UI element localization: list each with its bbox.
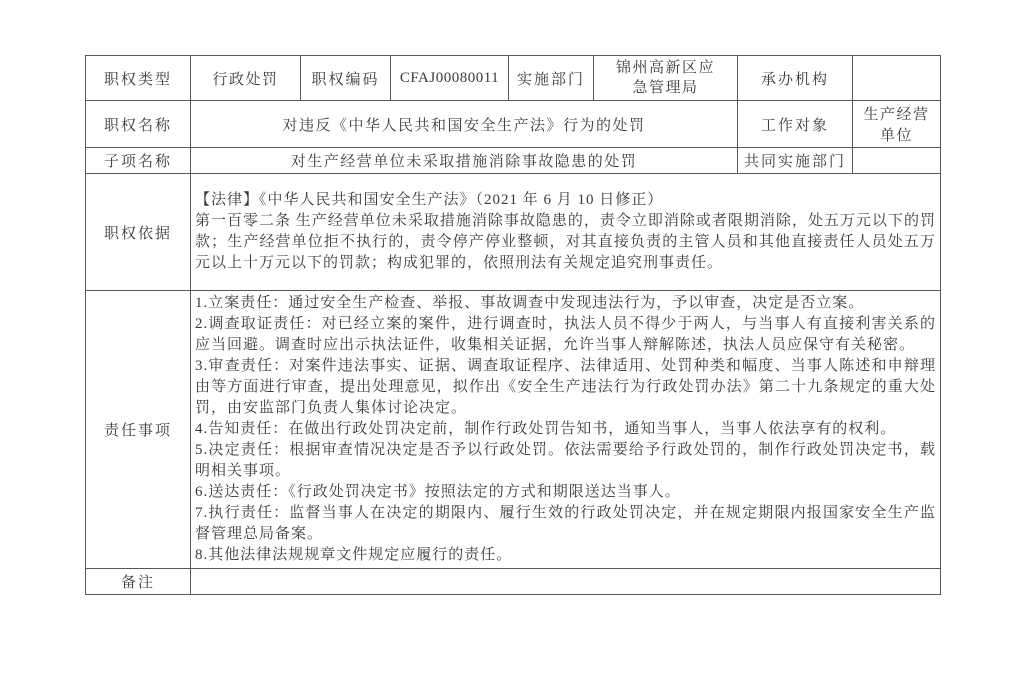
joint-department-value xyxy=(853,148,941,174)
remarks-label: 备注 xyxy=(86,569,191,595)
authority-name-value: 对违反《中华人民共和国安全生产法》行为的处罚 xyxy=(191,101,738,148)
duty-item: 1.立案责任：通过安全生产检查、举报、事故调查中发现违法行为，予以审查，决定是否立案。 xyxy=(195,295,865,311)
authority-duty-table xyxy=(85,55,941,595)
work-object-label: 工作对象 xyxy=(738,101,853,148)
subitem-name-label: 子项名称 xyxy=(86,148,191,174)
remarks-value xyxy=(191,569,941,595)
undertaking-agency-label: 承办机构 xyxy=(738,56,853,101)
duty-item: 3.审查责任：对案件违法事实、证据、调查取证程序、法律适用、处罚种类和幅度、当事人陈述和申辩理由等方面进行审查，提出处理意见，拟作出《安全生产违法行为行政处罚办法》第二十九条规定的重大处罚，由安监部门负责人集体讨论决定。 xyxy=(195,358,936,416)
duty-item: 2.调查取证责任：对已经立案的案件，进行调查时，执法人员不得少于两人，与当事人有直接利害关系的应当回避。调查时应出示执法证件，收集相关证据，允许当事人辩解陈述，执法人员应保守有关秘密。 xyxy=(195,316,936,353)
work-object-value: 生产经营单位 xyxy=(853,101,941,148)
document-sheet xyxy=(85,55,940,595)
authority-code-value: CFAJ00080011 xyxy=(391,56,509,101)
row-authority-type xyxy=(86,56,941,101)
joint-department-label: 共同实施部门 xyxy=(738,148,853,174)
duty-items-content xyxy=(191,291,941,569)
authority-code-label: 职权编码 xyxy=(301,56,391,101)
legal-basis-content xyxy=(191,174,941,291)
row-subitem-name xyxy=(86,148,941,174)
duty-item: 4.告知责任：在做出行政处罚决定前，制作行政处罚告知书，通知当事人，当事人依法享有的权利。 xyxy=(195,421,897,437)
undertaking-agency-value xyxy=(853,56,941,101)
authority-type-value: 行政处罚 xyxy=(191,56,301,101)
duty-item: 7.执行责任：监督当事人在决定的期限内、履行生效的行政处罚决定，并在规定期限内报国家安全生产监督管理总局备案。 xyxy=(195,505,936,542)
duty-item: 5.决定责任：根据审查情况决定是否予以行政处罚。依法需要给予行政处罚的，制作行政处罚决定书，载明相关事项。 xyxy=(195,442,936,479)
authority-name-label: 职权名称 xyxy=(86,101,191,148)
authority-type-label: 职权类型 xyxy=(86,56,191,101)
implementing-department-value xyxy=(594,56,738,101)
row-authority-name xyxy=(86,101,941,148)
row-remarks xyxy=(86,569,941,595)
duty-item: 8.其他法律法规规章文件规定应履行的责任。 xyxy=(195,547,513,563)
implementing-department-label: 实施部门 xyxy=(509,56,594,101)
duty-item: 6.送达责任：《行政处罚决定书》按照法定的方式和期限送达当事人。 xyxy=(195,484,681,500)
subitem-name-value: 对生产经营单位未采取措施消除事故隐患的处罚 xyxy=(191,148,738,174)
legal-basis-label: 职权依据 xyxy=(86,174,191,291)
row-legal-basis xyxy=(86,174,941,291)
legal-basis-line2: 第一百零二条 生产经营单位未采取措施消除事故隐患的，责令立即消除或者限期消除，处五万元以下的罚款；生产经营单位拒不执行的，责令停产停业整顿，对其直接负责的主管人员和其他直接责任人员处五万元以上十万元以下的罚款；构成犯罪的，依照刑法有关规定追究刑事责任。 xyxy=(195,213,936,271)
implementing-department-text: 锦州高新区应急管理局 xyxy=(615,60,715,96)
row-duty-items xyxy=(86,291,941,569)
duty-items-label: 责任事项 xyxy=(86,291,191,569)
legal-basis-line1: 【法律】《中华人民共和国安全生产法》（2021 年 6 月 10 日修正） xyxy=(195,192,664,208)
